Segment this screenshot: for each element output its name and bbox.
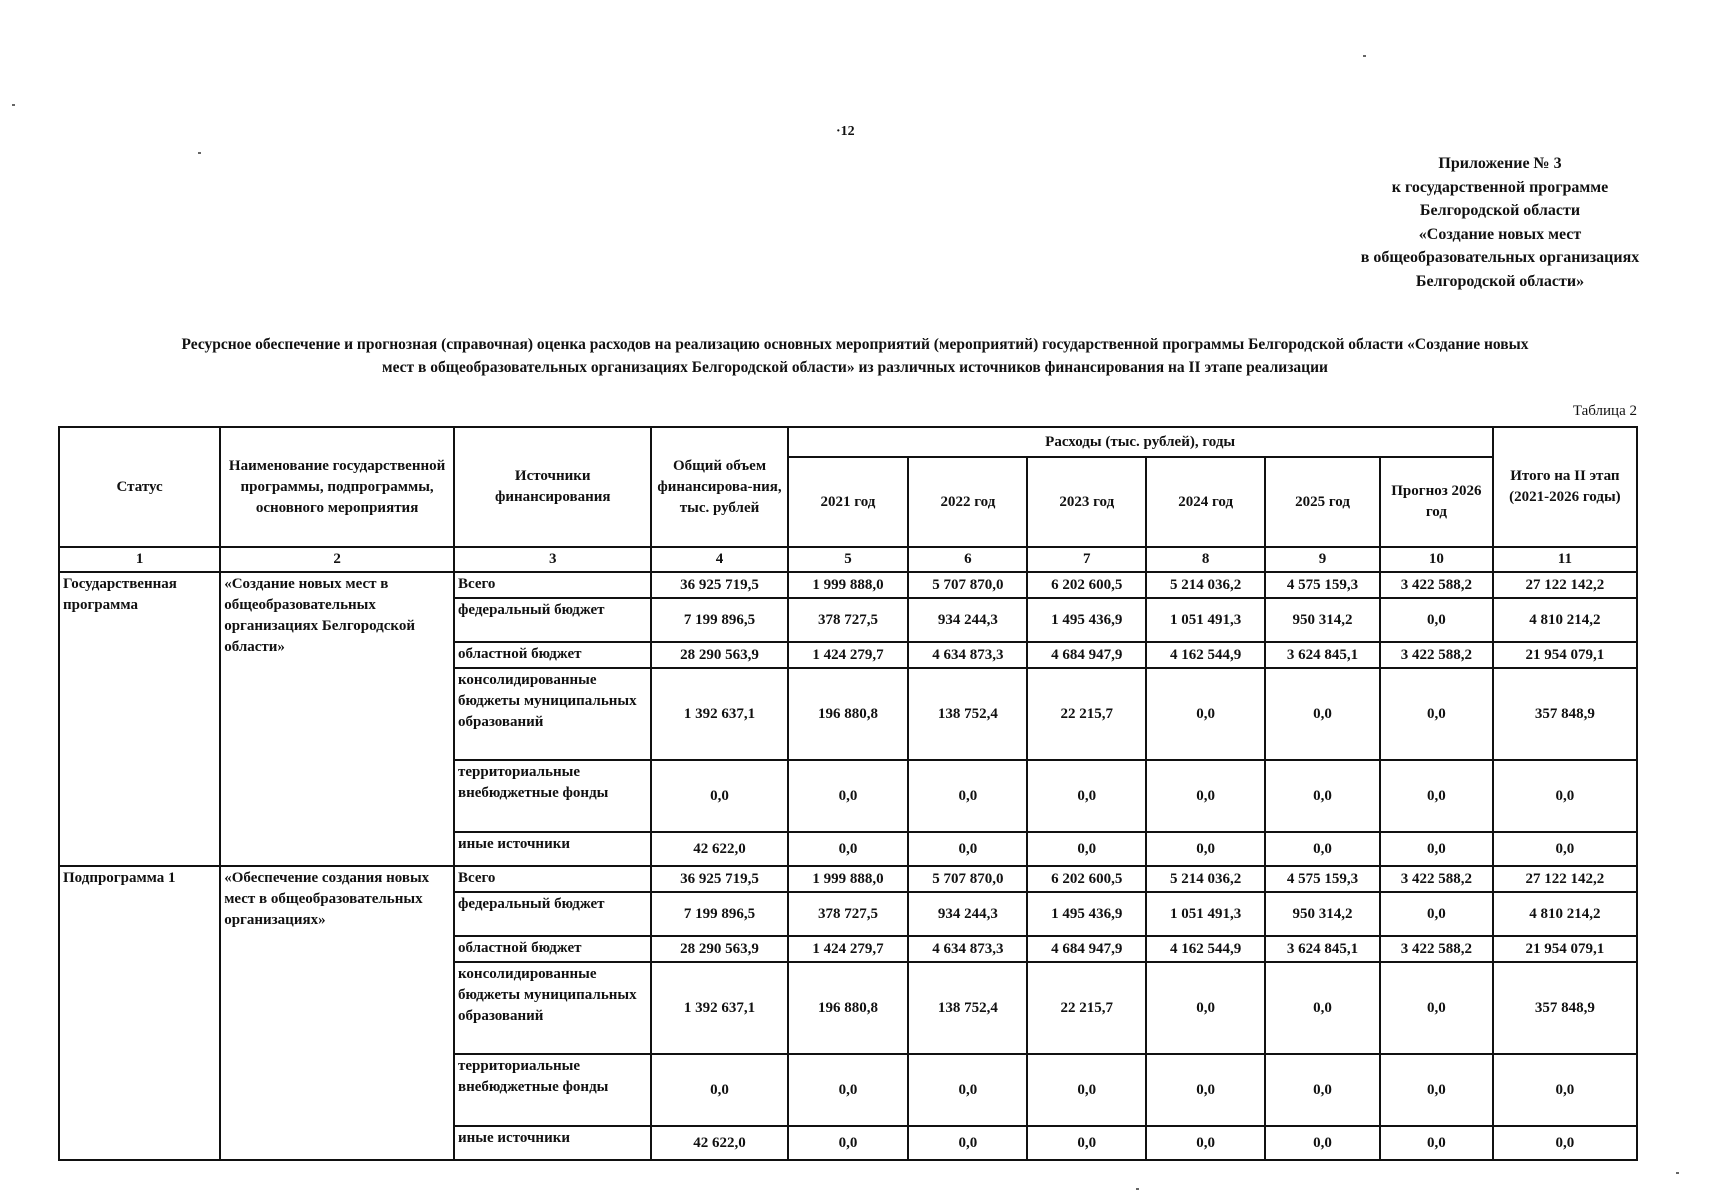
cell-total-volume: 36 925 719,5 <box>651 866 787 892</box>
cell-2026: 0,0 <box>1380 668 1493 760</box>
cell-2024: 0,0 <box>1146 1054 1265 1126</box>
cell-2023: 6 202 600,5 <box>1027 866 1146 892</box>
cell-2025: 950 314,2 <box>1265 892 1380 936</box>
cell-2021: 378 727,5 <box>788 892 909 936</box>
header-name: Наименование государственной программы, подпрограммы, основного мероприятия <box>220 427 454 547</box>
cell-2022: 934 244,3 <box>908 892 1027 936</box>
cell-2025: 4 575 159,3 <box>1265 866 1380 892</box>
document-title-line: Ресурсное обеспечение и прогнозная (справочная) оценка расходов на реализацию основных мероприятий (мероприятий) государственной программы Белгородской области «Создание новых <box>181 336 1529 353</box>
cell-2021: 196 880,8 <box>788 962 909 1054</box>
cell-2023: 0,0 <box>1027 1126 1146 1160</box>
cell-2023: 4 684 947,9 <box>1027 936 1146 962</box>
cell-2021: 0,0 <box>788 760 909 832</box>
column-number: 3 <box>454 547 652 572</box>
cell-2022: 138 752,4 <box>908 668 1027 760</box>
scan-speck <box>1136 1188 1139 1190</box>
cell-stage-total: 21 954 079,1 <box>1493 642 1637 668</box>
cell-funding-source: иные источники <box>454 832 652 866</box>
header-year: 2023 год <box>1027 457 1146 547</box>
cell-2025: 0,0 <box>1265 1126 1380 1160</box>
cell-2023: 6 202 600,5 <box>1027 572 1146 598</box>
cell-2026: 0,0 <box>1380 1126 1493 1160</box>
cell-2022: 5 707 870,0 <box>908 866 1027 892</box>
cell-2026: 3 422 588,2 <box>1380 936 1493 962</box>
cell-funding-source: иные источники <box>454 1126 652 1160</box>
cell-total-volume: 7 199 896,5 <box>651 892 787 936</box>
cell-2023: 1 495 436,9 <box>1027 598 1146 642</box>
cell-2021: 1 424 279,7 <box>788 936 909 962</box>
header-total-volume: Общий объем финансирова-ния, тыс. рублей <box>651 427 787 547</box>
cell-status: Государственная программа <box>59 572 220 866</box>
cell-2023: 0,0 <box>1027 760 1146 832</box>
cell-funding-source: областной бюджет <box>454 642 652 668</box>
cell-total-volume: 7 199 896,5 <box>651 598 787 642</box>
cell-2022: 934 244,3 <box>908 598 1027 642</box>
header-status: Статус <box>59 427 220 547</box>
header-year: 2021 год <box>788 457 909 547</box>
cell-total-volume: 0,0 <box>651 760 787 832</box>
cell-stage-total: 0,0 <box>1493 832 1637 866</box>
cell-2025: 3 624 845,1 <box>1265 642 1380 668</box>
cell-2024: 5 214 036,2 <box>1146 572 1265 598</box>
cell-2023: 0,0 <box>1027 1054 1146 1126</box>
header-year: 2025 год <box>1265 457 1380 547</box>
cell-stage-total: 0,0 <box>1493 1126 1637 1160</box>
appendix-line: к государственной программе <box>1391 178 1609 196</box>
scan-speck <box>12 104 15 106</box>
document-title-line: мест в общеобразовательных организациях Белгородской области» из различных источников финансирования на II этапе реализации <box>382 359 1328 376</box>
cell-2026: 3 422 588,2 <box>1380 572 1493 598</box>
cell-funding-source: территориальные внебюджетные фонды <box>454 760 652 832</box>
header-year: 2024 год <box>1146 457 1265 547</box>
cell-2021: 196 880,8 <box>788 668 909 760</box>
cell-total-volume: 0,0 <box>651 1054 787 1126</box>
cell-stage-total: 21 954 079,1 <box>1493 936 1637 962</box>
cell-2022: 0,0 <box>908 1054 1027 1126</box>
scan-speck <box>1363 55 1366 57</box>
cell-2026: 0,0 <box>1380 598 1493 642</box>
cell-2023: 0,0 <box>1027 832 1146 866</box>
cell-2025: 0,0 <box>1265 962 1380 1054</box>
cell-2021: 1 424 279,7 <box>788 642 909 668</box>
cell-status: Подпрограмма 1 <box>59 866 220 1160</box>
cell-total-volume: 36 925 719,5 <box>651 572 787 598</box>
cell-2024: 4 162 544,9 <box>1146 936 1265 962</box>
cell-funding-source: Всего <box>454 866 652 892</box>
cell-2026: 0,0 <box>1380 962 1493 1054</box>
cell-2021: 0,0 <box>788 1126 909 1160</box>
cell-funding-source: федеральный бюджет <box>454 892 652 936</box>
column-number: 5 <box>788 547 909 572</box>
cell-2026: 0,0 <box>1380 892 1493 936</box>
cell-2021: 0,0 <box>788 832 909 866</box>
cell-2022: 5 707 870,0 <box>908 572 1027 598</box>
header-year: 2022 год <box>908 457 1027 547</box>
cell-stage-total: 27 122 142,2 <box>1493 572 1637 598</box>
cell-total-volume: 1 392 637,1 <box>651 962 787 1054</box>
cell-2024: 0,0 <box>1146 760 1265 832</box>
cell-funding-source: федеральный бюджет <box>454 598 652 642</box>
table-row <box>59 572 1637 598</box>
cell-funding-source: территориальные внебюджетные фонды <box>454 1054 652 1126</box>
cell-2021: 1 999 888,0 <box>788 572 909 598</box>
cell-stage-total: 4 810 214,2 <box>1493 598 1637 642</box>
cell-2026: 3 422 588,2 <box>1380 642 1493 668</box>
appendix-line: Приложение № 3 <box>1438 155 1562 172</box>
cell-stage-total: 357 848,9 <box>1493 668 1637 760</box>
header-sources: Источники финансирования <box>454 427 652 547</box>
cell-2022: 0,0 <box>908 1126 1027 1160</box>
appendix-line: Белгородской области <box>1419 202 1581 219</box>
cell-total-volume: 28 290 563,9 <box>651 936 787 962</box>
appendix-line: Белгородской области» <box>1415 272 1585 290</box>
cell-2022: 138 752,4 <box>908 962 1027 1054</box>
cell-2024: 0,0 <box>1146 668 1265 760</box>
cell-2024: 1 051 491,3 <box>1146 892 1265 936</box>
cell-2025: 950 314,2 <box>1265 598 1380 642</box>
cell-2026: 0,0 <box>1380 1054 1493 1126</box>
column-number: 2 <box>220 547 454 572</box>
cell-funding-source: консолидированные бюджеты муниципальных образований <box>454 668 652 760</box>
cell-2023: 22 215,7 <box>1027 962 1146 1054</box>
cell-stage-total: 0,0 <box>1493 1054 1637 1126</box>
cell-total-volume: 42 622,0 <box>651 1126 787 1160</box>
cell-2024: 5 214 036,2 <box>1146 866 1265 892</box>
cell-2023: 4 684 947,9 <box>1027 642 1146 668</box>
scan-speck <box>1676 1172 1679 1174</box>
cell-2021: 378 727,5 <box>788 598 909 642</box>
cell-program-name: «Обеспечение создания новых мест в общеобразовательных организациях» <box>220 866 454 1160</box>
cell-2024: 0,0 <box>1146 1126 1265 1160</box>
column-number: 9 <box>1265 547 1380 572</box>
cell-2024: 1 051 491,3 <box>1146 598 1265 642</box>
page-number: ·12 <box>836 124 855 139</box>
cell-2025: 0,0 <box>1265 760 1380 832</box>
column-number: 7 <box>1027 547 1146 572</box>
cell-2022: 0,0 <box>908 832 1027 866</box>
cell-2022: 0,0 <box>908 760 1027 832</box>
cell-stage-total: 357 848,9 <box>1493 962 1637 1054</box>
column-number: 10 <box>1380 547 1493 572</box>
appendix-header <box>1290 152 1710 293</box>
cell-program-name: «Создание новых мест в общеобразовательных организациях Белгородской области» <box>220 572 454 866</box>
cell-funding-source: областной бюджет <box>454 936 652 962</box>
cell-total-volume: 28 290 563,9 <box>651 642 787 668</box>
cell-2024: 0,0 <box>1146 962 1265 1054</box>
document-title <box>60 333 1650 379</box>
cell-2026: 3 422 588,2 <box>1380 866 1493 892</box>
cell-2025: 4 575 159,3 <box>1265 572 1380 598</box>
column-number: 8 <box>1146 547 1265 572</box>
column-number: 6 <box>908 547 1027 572</box>
cell-2025: 0,0 <box>1265 668 1380 760</box>
column-number: 11 <box>1493 547 1637 572</box>
cell-2026: 0,0 <box>1380 760 1493 832</box>
header-stage-total: Итого на II этап (2021-2026 годы) <box>1493 427 1637 547</box>
funding-table <box>58 426 1638 1161</box>
cell-2026: 0,0 <box>1380 832 1493 866</box>
appendix-line: «Создание новых мест <box>1418 225 1582 243</box>
cell-2025: 0,0 <box>1265 832 1380 866</box>
cell-funding-source: Всего <box>454 572 652 598</box>
cell-2022: 4 634 873,3 <box>908 936 1027 962</box>
cell-2025: 3 624 845,1 <box>1265 936 1380 962</box>
scan-speck <box>198 152 201 154</box>
cell-stage-total: 4 810 214,2 <box>1493 892 1637 936</box>
column-number: 4 <box>651 547 787 572</box>
cell-2021: 1 999 888,0 <box>788 866 909 892</box>
cell-2022: 4 634 873,3 <box>908 642 1027 668</box>
appendix-line: в общеобразовательных организациях <box>1360 249 1640 266</box>
cell-2024: 4 162 544,9 <box>1146 642 1265 668</box>
cell-stage-total: 0,0 <box>1493 760 1637 832</box>
table-label: Таблица 2 <box>1572 403 1637 419</box>
header-expenses: Расходы (тыс. рублей), годы <box>788 427 1493 457</box>
cell-stage-total: 27 122 142,2 <box>1493 866 1637 892</box>
header-year: Прогноз 2026 год <box>1380 457 1493 547</box>
table-row <box>59 866 1637 892</box>
cell-2021: 0,0 <box>788 1054 909 1126</box>
cell-2025: 0,0 <box>1265 1054 1380 1126</box>
cell-total-volume: 42 622,0 <box>651 832 787 866</box>
column-number: 1 <box>59 547 220 572</box>
cell-funding-source: консолидированные бюджеты муниципальных образований <box>454 962 652 1054</box>
cell-2023: 22 215,7 <box>1027 668 1146 760</box>
cell-2023: 1 495 436,9 <box>1027 892 1146 936</box>
cell-total-volume: 1 392 637,1 <box>651 668 787 760</box>
cell-2024: 0,0 <box>1146 832 1265 866</box>
